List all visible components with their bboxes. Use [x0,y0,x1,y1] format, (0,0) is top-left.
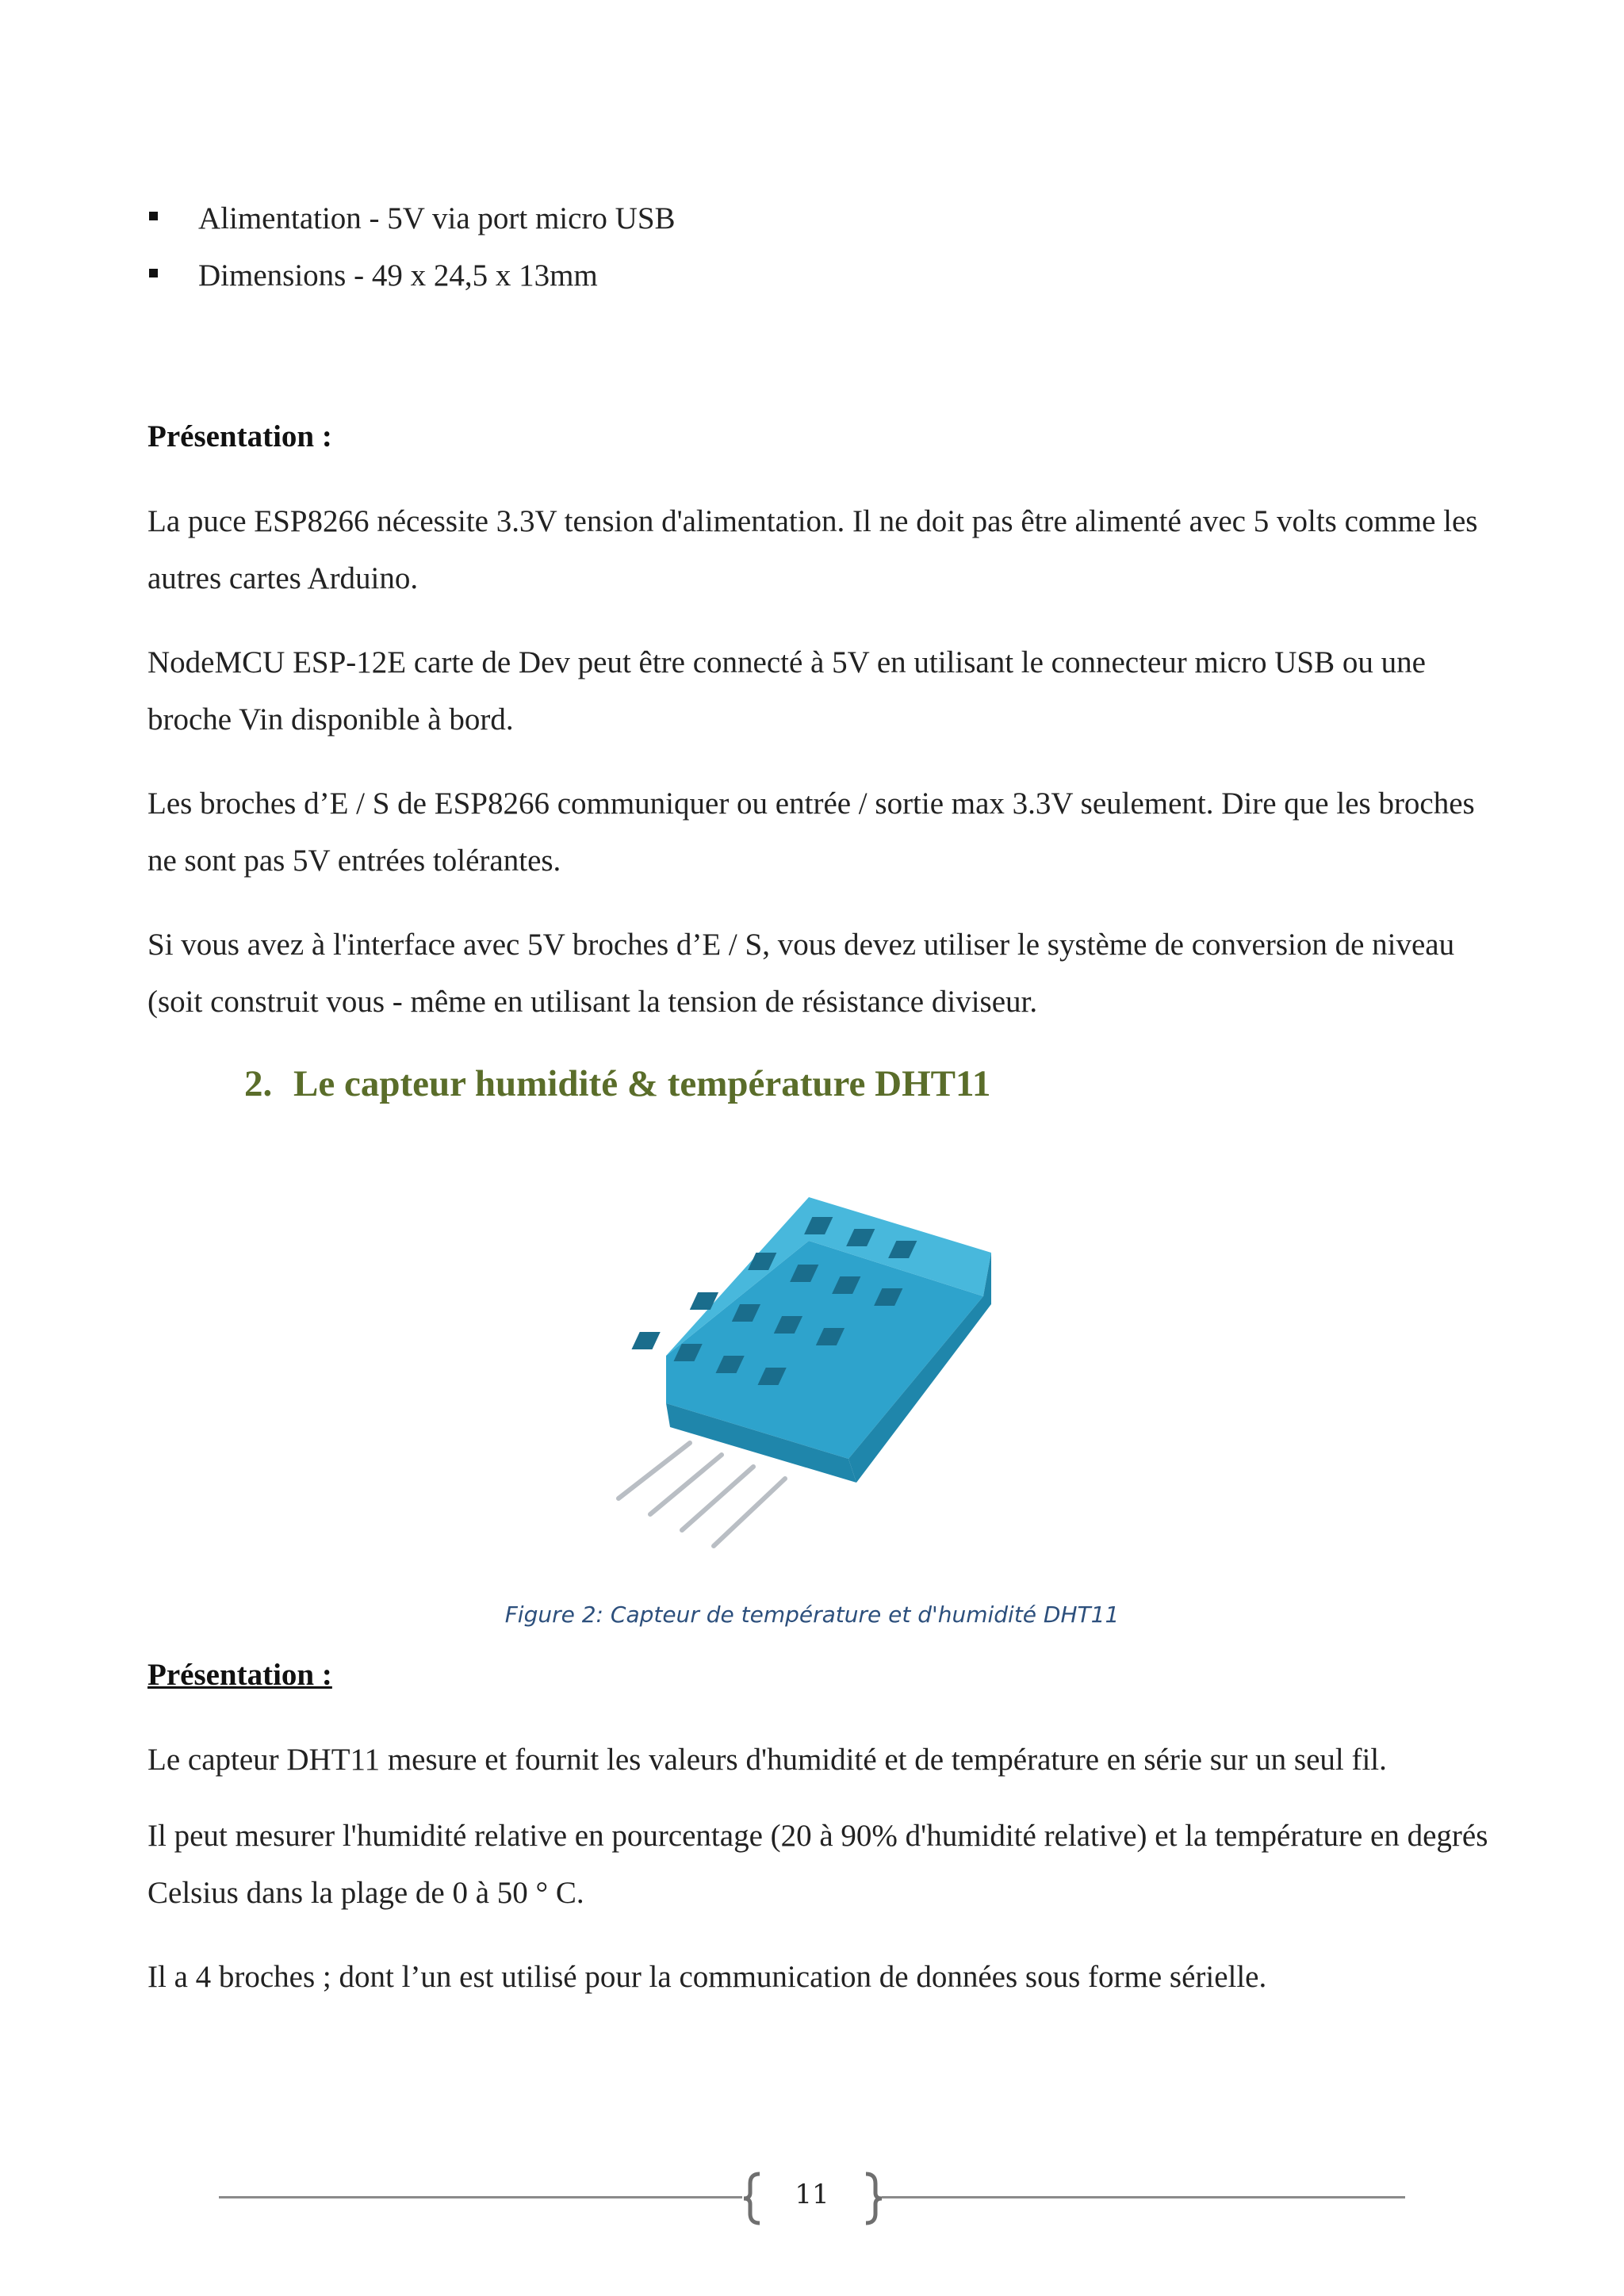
paragraph: Si vous avez à l'interface avec 5V broches d’E / S, vous devez utiliser le système de conversion de niveau (soit construit vous - même en utilisant la tension de résistance diviseur. [147,928,1455,1019]
bullet-text: Alimentation - 5V via port micro USB [198,201,676,235]
presentation-heading: Présentation : [147,1658,332,1692]
bullet-item [147,247,676,304]
spec-bullet-list [147,190,676,304]
figure-caption: Figure 2: Capteur de température et d'humidité DHT11 [504,1601,1120,1628]
paragraph: Le capteur DHT11 mesure et fournit les valeurs d'humidité et de température en série sur un seul fil. [147,1743,1387,1777]
square-bullet-icon [149,212,158,220]
paragraph: La puce ESP8266 nécessite 3.3V tension d'alimentation. Il ne doit pas être alimenté avec 5 volts comme les autres cartes Arduino. [147,504,1478,595]
section-title-text: Le capteur humidité & température DHT11 [293,1063,991,1104]
section-title [244,1062,990,1105]
square-bullet-icon [149,269,158,277]
bullet-item [147,190,676,247]
bullet-text: Dimensions - 49 x 24,5 x 13mm [198,258,598,293]
presentation-heading: Présentation : [147,419,332,453]
paragraph: Les broches d’E / S de ESP8266 communiquer ou entrée / sortie max 3.3V seulement. Dire que les broches ne sont pas 5V entrées tolérantes. [147,786,1475,878]
paragraph: Il peut mesurer l'humidité relative en pourcentage (20 à 90% d'humidité relative) et la température en degrés Celsius dans la plage de 0 à 50 ° C. [147,1819,1488,1910]
paragraph: Il a 4 broches ; dont l’un est utilisé pour la communication de données sous forme sérielle. [147,1960,1267,1994]
dht11-sensor-image [603,1173,1031,1554]
section-number: 2. [244,1063,273,1104]
page-number: 11 [795,2179,829,2210]
paragraph: NodeMCU ESP-12E carte de Dev peut être connecté à 5V en utilisant le connecteur micro USB ou une broche Vin disponible à bord. [147,645,1426,737]
